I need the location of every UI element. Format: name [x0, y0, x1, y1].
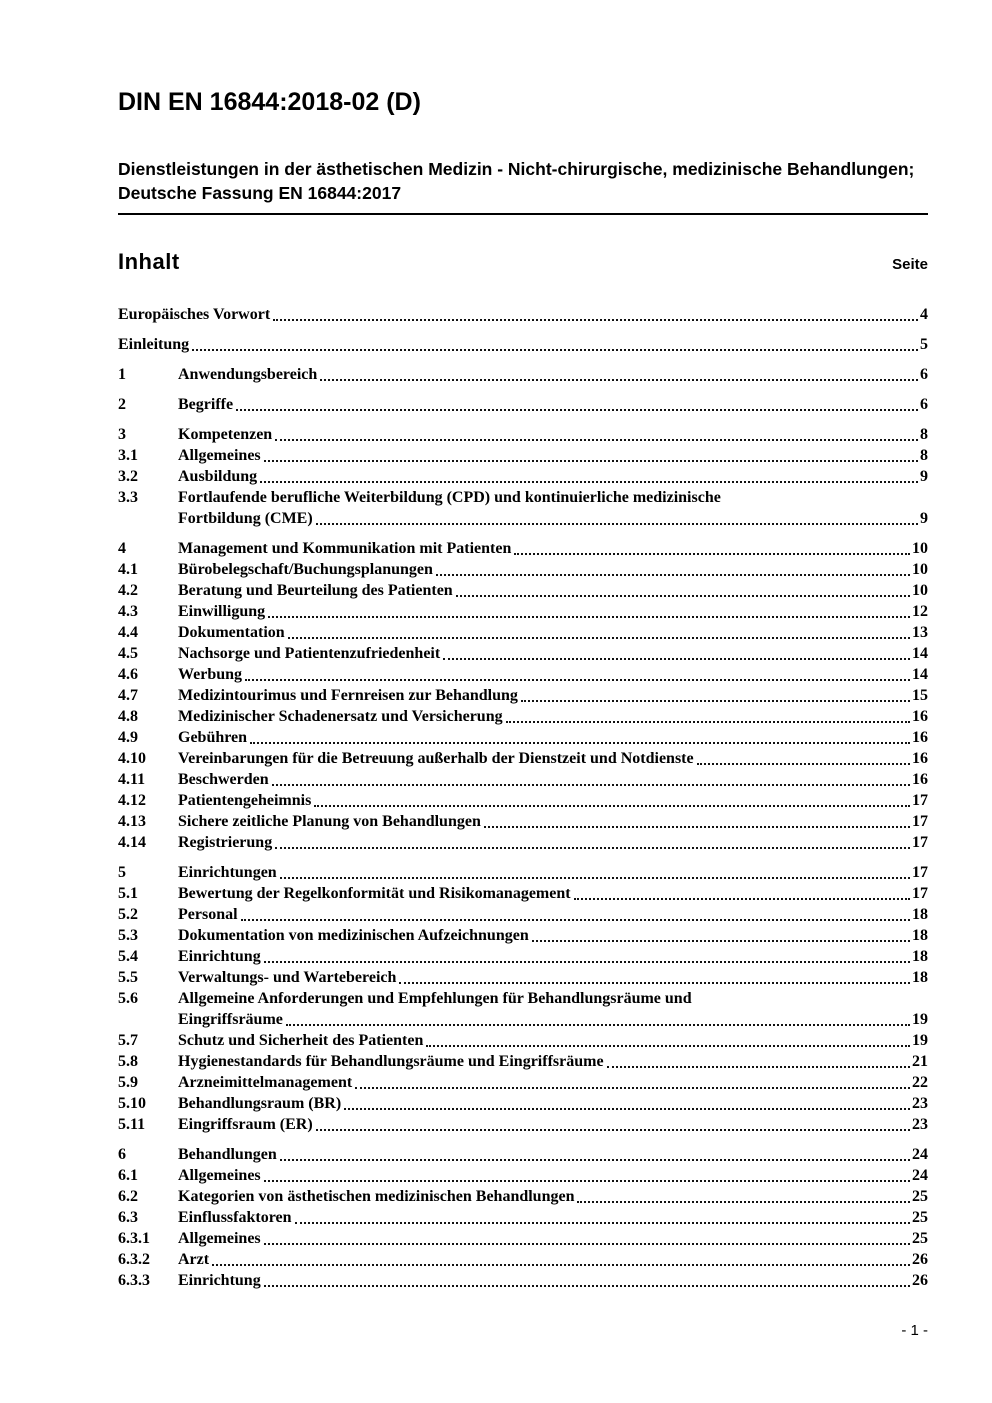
toc-entry-title: Ausbildung [178, 468, 258, 485]
dot-leader [295, 1222, 910, 1224]
dot-leader [275, 847, 910, 849]
toc-entry-number: 4.12 [118, 792, 146, 809]
toc-entry-number: 5.6 [118, 990, 138, 1007]
toc-entry-number: 4.13 [118, 813, 146, 830]
toc-entry-number: 3 [118, 426, 126, 443]
toc-entry-page: 26 [912, 1251, 928, 1268]
dot-leader [288, 637, 910, 639]
toc-entry-page: 8 [920, 426, 928, 443]
dot-leader [607, 1066, 910, 1068]
toc-entry [118, 685, 928, 706]
toc-entry-page: 15 [912, 687, 928, 704]
toc-entry [118, 445, 928, 466]
toc-entry [118, 508, 928, 529]
toc-entry-page: 17 [912, 813, 928, 830]
toc-entry-number: 5.7 [118, 1032, 138, 1049]
toc-entry [118, 466, 928, 487]
toc-entry-title: Einflussfaktoren [178, 1209, 292, 1226]
dot-leader [264, 1243, 910, 1245]
toc-entry-number: 6 [118, 1146, 126, 1163]
toc-entry-number: 5 [118, 864, 126, 881]
toc-entry [118, 622, 928, 643]
toc-entry-page: 13 [912, 624, 928, 641]
dot-leader [273, 319, 918, 321]
toc-entry-title: Schutz und Sicherheit des Patienten [178, 1032, 424, 1049]
toc-entry [118, 1072, 928, 1093]
toc-entry-title: Arzt [178, 1251, 210, 1268]
toc-entry-number: 5.11 [118, 1116, 146, 1133]
toc-entry-number: 6.3 [118, 1209, 138, 1226]
toc-entry-number: 4.14 [118, 834, 146, 851]
toc-entry-page: 18 [912, 906, 928, 923]
toc-entry-number: 1 [118, 366, 126, 383]
toc-entry-page: 22 [912, 1074, 928, 1091]
page-number: - 1 - [901, 1322, 928, 1339]
toc-entry-number: 6.1 [118, 1167, 138, 1184]
toc-entry-number: 6.3.3 [118, 1272, 150, 1289]
toc-heading: Inhalt [118, 249, 180, 274]
toc-entry-number: 4 [118, 540, 126, 557]
toc-entry-page: 25 [912, 1230, 928, 1247]
dot-leader [264, 460, 918, 462]
toc-entry-title: Registrierung [178, 834, 273, 851]
dot-leader [426, 1045, 910, 1047]
toc-entry-title: Begriffe [178, 396, 234, 413]
toc-entry-title: Werbung [178, 666, 243, 683]
toc-entry [118, 487, 928, 508]
toc-entry-page: 4 [920, 306, 928, 323]
toc-entry [118, 925, 928, 946]
dot-leader [514, 553, 910, 555]
toc-entry-title: Eingriffsraum (ER) [178, 1116, 313, 1133]
toc-entry-number: 5.9 [118, 1074, 138, 1091]
toc-entry-title: Allgemeine Anforderungen und Empfehlungen für Behandlungsräume und [178, 990, 692, 1007]
toc-entry-number-spacer [118, 508, 178, 529]
toc-entry-number: 4.7 [118, 687, 138, 704]
toc-entry-page: 23 [912, 1095, 928, 1112]
toc-entry-title: Behandlungsraum (BR) [178, 1095, 342, 1112]
dot-leader [484, 826, 910, 828]
toc-entry-number: 5.5 [118, 969, 138, 986]
toc-entry-title: Behandlungen [178, 1146, 277, 1163]
toc-entry-page: 9 [920, 468, 928, 485]
toc-entry-page: 18 [912, 927, 928, 944]
toc-entry [118, 643, 928, 664]
toc-entry [118, 967, 928, 988]
toc-entry-number: 2 [118, 396, 126, 413]
toc-entry-number: 4.5 [118, 645, 138, 662]
toc-entry-title: Bürobelegschaft/Buchungsplanungen [178, 561, 433, 578]
dot-leader [532, 940, 910, 942]
toc-entry [118, 706, 928, 727]
toc-entry-page: 17 [912, 885, 928, 902]
toc-entry-page: 17 [912, 834, 928, 851]
toc-entry-number: 4.9 [118, 729, 138, 746]
dot-leader [574, 898, 910, 900]
toc-entry-title: Einleitung [118, 336, 190, 353]
dot-leader [399, 982, 910, 984]
toc-entry [118, 1165, 928, 1186]
toc-entry [118, 1051, 928, 1072]
toc-entry-title: Kompetenzen [178, 426, 273, 443]
toc-entry-title: Kategorien von ästhetischen medizinischen Behandlungen [178, 1188, 575, 1205]
toc-entry-number: 5.4 [118, 948, 138, 965]
toc-entry-number: 6.3.2 [118, 1251, 150, 1268]
toc-entry [118, 664, 928, 685]
dot-leader [577, 1201, 910, 1203]
document-header [118, 0, 928, 215]
toc-entry [118, 862, 928, 883]
toc-entry-title: Nachsorge und Patientenzufriedenheit [178, 645, 441, 662]
toc-entry-title-continued: Eingriffsräume [178, 1011, 283, 1028]
toc-entry-page: 25 [912, 1188, 928, 1205]
toc-entry [118, 1093, 928, 1114]
toc-entry-page: 12 [912, 603, 928, 620]
toc-entry-title: Personal [178, 906, 238, 923]
toc-entry-title: Arzneimittelmanagement [178, 1074, 353, 1091]
toc-entry-page: 6 [920, 366, 928, 383]
dot-leader [320, 379, 918, 381]
toc-entry-page: 19 [912, 1032, 928, 1049]
toc-entry-title: Einwilligung [178, 603, 266, 620]
toc-entry [118, 1009, 928, 1030]
toc-entry [118, 601, 928, 622]
dot-leader [314, 805, 910, 807]
toc-entry [118, 1186, 928, 1207]
dot-leader [521, 700, 910, 702]
toc-entry-title: Vereinbarungen für die Betreuung außerhalb der Dienstzeit und Notdienste [178, 750, 694, 767]
toc-entry [118, 424, 928, 445]
toc-entry-number: 4.3 [118, 603, 138, 620]
toc-header-row [118, 249, 928, 275]
toc-entry-page: 10 [912, 540, 928, 557]
toc-entry-number: 5.10 [118, 1095, 146, 1112]
toc-entry-title: Gebühren [178, 729, 248, 746]
toc-entry-page: 16 [912, 708, 928, 725]
toc-entry-page: 16 [912, 771, 928, 788]
toc-entry-title: Hygienestandards für Behandlungsräume und Eingriffsräume [178, 1053, 604, 1070]
toc-entry-page: 8 [920, 447, 928, 464]
toc-entry-page: 14 [912, 666, 928, 683]
toc-entry [118, 811, 928, 832]
toc-entry-number-spacer [118, 1009, 178, 1030]
toc-entry-number: 3.2 [118, 468, 138, 485]
toc-entry-title: Verwaltungs- und Wartebereich [178, 969, 397, 986]
toc-entry-page: 24 [912, 1167, 928, 1184]
dot-leader [260, 481, 918, 483]
page-content [118, 0, 928, 1291]
dot-leader [436, 574, 910, 576]
dot-leader [506, 721, 910, 723]
dot-leader [268, 616, 910, 618]
toc-entry-number: 6.2 [118, 1188, 138, 1205]
dot-leader [272, 784, 910, 786]
toc-entry-title: Bewertung der Regelkonformität und Risikomanagement [178, 885, 571, 902]
toc-entry-page: 21 [912, 1053, 928, 1070]
toc-entry [118, 904, 928, 925]
toc-entry-title-continued: Fortbildung (CME) [178, 510, 313, 527]
toc-entry-title: Anwendungsbereich [178, 366, 318, 383]
toc-entry [118, 1270, 928, 1291]
toc-entry [118, 988, 928, 1009]
dot-leader [212, 1264, 910, 1266]
toc-entry-number: 5.1 [118, 885, 138, 902]
toc-entry-page: 16 [912, 729, 928, 746]
toc-entry [118, 580, 928, 601]
dot-leader [280, 1159, 910, 1161]
toc-entry [118, 1114, 928, 1135]
toc-entry [118, 538, 928, 559]
dot-leader [316, 1129, 910, 1131]
doc-subtitle: Dienstleistungen in der ästhetischen Medizin - Nicht-chirurgische, medizinische Behandlungen; Deutsche Fassung EN 16844:2017 [118, 159, 915, 203]
toc-entry-page: 17 [912, 792, 928, 809]
toc-entry-title: Dokumentation [178, 624, 285, 641]
dot-leader [286, 1024, 910, 1026]
toc-entry-page: 16 [912, 750, 928, 767]
toc-entry-page: 23 [912, 1116, 928, 1133]
dot-leader [245, 679, 910, 681]
toc-entry [118, 883, 928, 904]
toc-entry-page: 10 [912, 561, 928, 578]
dot-leader [250, 742, 910, 744]
dot-leader [192, 349, 918, 351]
dot-leader [264, 1285, 910, 1287]
toc-entry-number: 5.8 [118, 1053, 138, 1070]
toc-entry-number: 5.2 [118, 906, 138, 923]
header-divider [118, 213, 928, 215]
toc-entry-number: 4.4 [118, 624, 138, 641]
toc-entry-page: 10 [912, 582, 928, 599]
toc-entry [118, 946, 928, 967]
toc-entry-number: 4.6 [118, 666, 138, 683]
toc-entry-number: 3.1 [118, 447, 138, 464]
toc-entry-title: Management und Kommunikation mit Patienten [178, 540, 512, 557]
toc-entry-page: 24 [912, 1146, 928, 1163]
toc-entry [118, 1207, 928, 1228]
toc-entry-title: Einrichtung [178, 1272, 261, 1289]
toc-entry-title: Europäisches Vorwort [118, 306, 271, 323]
dot-leader [264, 1180, 910, 1182]
toc-entry [118, 1144, 928, 1165]
toc-entry [118, 334, 928, 355]
toc-entry-title: Medizinischer Schadenersatz und Versicherung [178, 708, 503, 725]
page-footer [901, 1322, 928, 1339]
dot-leader [264, 961, 910, 963]
toc-entry-page: 17 [912, 864, 928, 881]
toc-entry [118, 832, 928, 853]
toc-entry-number: 4.11 [118, 771, 146, 788]
toc-entry-number: 5.3 [118, 927, 138, 944]
toc-entry [118, 394, 928, 415]
doc-number-title: DIN EN 16844:2018-02 (D) [118, 88, 421, 116]
dot-leader [316, 523, 918, 525]
toc-page-column-label: Seite [892, 256, 928, 273]
toc-entry-title: Allgemeines [178, 1230, 261, 1247]
toc-entry-number: 3.3 [118, 489, 138, 506]
toc-entry-title: Medizintourimus und Fernreisen zur Behandlung [178, 687, 518, 704]
toc-entry [118, 790, 928, 811]
toc-entry-title: Sichere zeitliche Planung von Behandlungen [178, 813, 481, 830]
toc-entry-page: 18 [912, 969, 928, 986]
toc-entry-number: 6.3.1 [118, 1230, 150, 1247]
toc-entry-page: 5 [920, 336, 928, 353]
toc-entry-number: 4.8 [118, 708, 138, 725]
dot-leader [443, 658, 910, 660]
toc-entry-title: Beratung und Beurteilung des Patienten [178, 582, 453, 599]
dot-leader [344, 1108, 910, 1110]
toc-entry-page: 9 [920, 510, 928, 527]
dot-leader [236, 409, 918, 411]
toc-entry-page: 14 [912, 645, 928, 662]
dot-leader [456, 595, 910, 597]
toc-entry-title: Patientengeheimnis [178, 792, 312, 809]
toc-entry [118, 748, 928, 769]
toc-entry-number: 4.10 [118, 750, 146, 767]
toc-entry [118, 1249, 928, 1270]
toc-entry-title: Einrichtung [178, 948, 261, 965]
toc-entry-title: Beschwerden [178, 771, 269, 788]
toc-entry-page: 25 [912, 1209, 928, 1226]
toc-entry-number: 4.2 [118, 582, 138, 599]
dot-leader [355, 1087, 910, 1089]
toc-entry-page: 6 [920, 396, 928, 413]
toc-entry-number: 4.1 [118, 561, 138, 578]
toc-entry [118, 1228, 928, 1249]
toc-entry [118, 727, 928, 748]
toc-entry-title: Dokumentation von medizinischen Aufzeichnungen [178, 927, 529, 944]
toc-entry [118, 1030, 928, 1051]
toc-entry-title: Allgemeines [178, 447, 261, 464]
toc-list [118, 304, 928, 1291]
toc-entry-page: 26 [912, 1272, 928, 1289]
toc-entry-page: 18 [912, 948, 928, 965]
toc-entry [118, 304, 928, 325]
toc-entry [118, 364, 928, 385]
dot-leader [241, 919, 910, 921]
toc-entry [118, 559, 928, 580]
toc-entry-title: Allgemeines [178, 1167, 261, 1184]
dot-leader [275, 439, 918, 441]
dot-leader [280, 877, 910, 879]
dot-leader [697, 763, 910, 765]
toc-entry [118, 769, 928, 790]
toc-entry-page: 19 [912, 1011, 928, 1028]
toc-entry-title: Einrichtungen [178, 864, 277, 881]
toc-entry-title: Fortlaufende berufliche Weiterbildung (CPD) und kontinuierliche medizinische [178, 489, 721, 506]
